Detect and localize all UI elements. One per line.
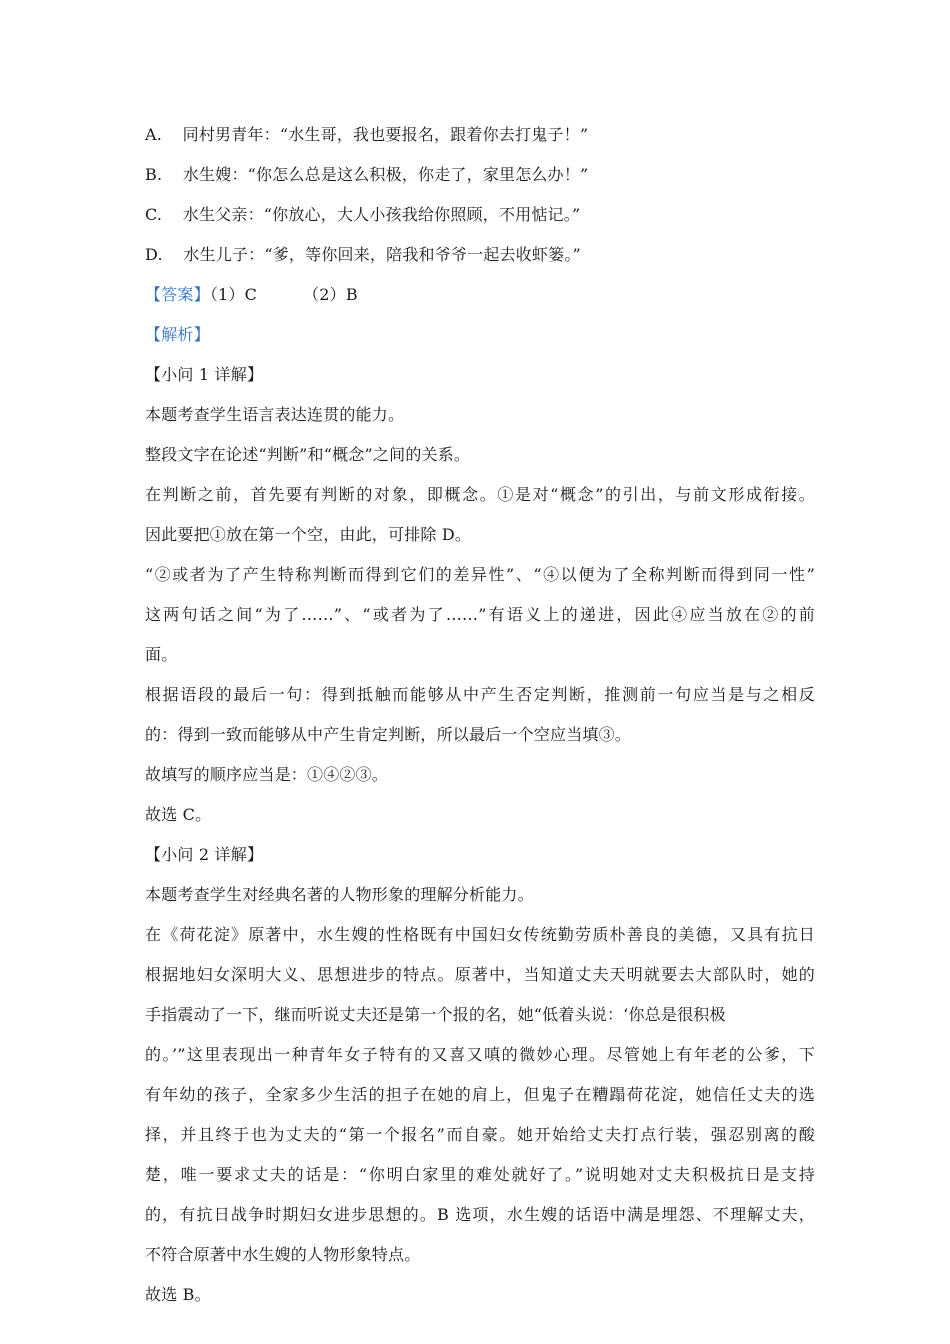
option-text: 水生嫂：“你怎么总是这么积极，你走了，家里怎么办！” — [182, 165, 589, 184]
option-text: 水生儿子：“爹，等你回来，陪我和爷爷一起去收虾篓。” — [183, 245, 581, 264]
paragraph-line: 面。 — [145, 645, 178, 664]
analysis-label: 【解析】 — [145, 325, 210, 344]
option-b — [145, 159, 815, 191]
answer-part-2: （2）B — [303, 285, 358, 304]
paragraph-line: 根据地妇女深明大义、思想进步的特点。原著中，当知道丈夫天明就要去大部队时，她的 — [145, 965, 815, 984]
paragraph-line: 楚，唯一要求丈夫的话是：“你明白家里的难处就好了。”说明她对丈夫积极抗日是支持 — [145, 1165, 815, 1184]
paragraph-line: 故选 B。 — [145, 1285, 211, 1304]
answer-part-1: （1）C — [209, 285, 258, 304]
option-d — [145, 239, 815, 271]
paragraph-line: 在判断之前，首先要有判断的对象，即概念。①是对“概念”的引出，与前文形成衔接。 — [145, 485, 815, 504]
option-key: C. — [145, 205, 163, 224]
paragraph-line: 的。’”这里表现出一种青年女子特有的又喜又嗔的微妙心理。尽管她上有年老的公爹，下 — [145, 1045, 815, 1064]
answer-label: 【答案】 — [145, 285, 210, 304]
paragraph-line: 故选 C。 — [145, 805, 212, 824]
paragraph-line: 本题考查学生语言表达连贯的能力。 — [145, 405, 405, 424]
paragraph-line: 的：得到一致而能够从中产生肯定判断，所以最后一个空应当填③。 — [145, 725, 632, 744]
paragraph-line: 有年幼的孩子，全家多少生活的担子在她的肩上，但鬼子在糟蹋荷花淀，她信任丈夫的选 — [145, 1085, 815, 1104]
paragraph-line: 的，有抗日战争时期妇女进步思想的。B 选项，水生嫂的话语中满是埋怨、不理解丈夫， — [145, 1205, 815, 1224]
paragraph-line: 整段文字在论述“判断”和“概念”之间的关系。 — [145, 445, 471, 464]
paragraph-line: 故填写的顺序应当是：①④②③。 — [145, 765, 389, 784]
document-content — [145, 119, 815, 1311]
q1-body — [145, 399, 815, 831]
option-text: 同村男青年：“水生哥，我也要报名，跟着你去打鬼子！” — [182, 125, 589, 144]
paragraph-line: 根据语段的最后一句：得到抵触而能够从中产生否定判断，推测前一句应当是与之相反 — [145, 685, 815, 704]
paragraph-line: 这两句话之间“为了……”、“或者为了……”有语义上的递进，因此④应当放在②的前 — [145, 605, 815, 624]
answer-line — [145, 279, 815, 311]
option-a — [145, 119, 815, 151]
paragraph-line: 在《荷花淀》原著中，水生嫂的性格既有中国妇女传统勤劳质朴善良的美德，又具有抗日 — [145, 925, 815, 944]
paragraph-line: 择，并且终于也为丈夫的“第一个报名”而自豪。她开始给丈夫打点行装，强忍别离的酸 — [145, 1125, 815, 1144]
paragraph-line: “②或者为了产生特称判断而得到它们的差异性”、“④以便为了全称判断而得到同一性” — [145, 565, 815, 584]
option-key: B. — [145, 165, 163, 184]
paragraph-line: 本题考查学生对经典名著的人物形象的理解分析能力。 — [145, 885, 534, 904]
paragraph-line: 因此要把①放在第一个空，由此，可排除 D。 — [145, 525, 472, 544]
paragraph-line: 不符合原著中水生嫂的人物形象特点。 — [145, 1245, 421, 1264]
q2-body — [145, 879, 815, 1311]
paragraph-line: 手指震动了一下，继而听说丈夫还是第一个报的名，她“低着头说：‘你总是很积极 — [145, 1005, 726, 1024]
option-text: 水生父亲：“你放心，大人小孩我给你照顾，不用惦记。” — [182, 205, 581, 224]
option-key: A. — [145, 125, 163, 144]
option-key: D. — [145, 245, 163, 264]
q2-heading: 【小问 2 详解】 — [145, 845, 264, 864]
q1-heading: 【小问 1 详解】 — [145, 365, 264, 384]
option-c — [145, 199, 815, 231]
